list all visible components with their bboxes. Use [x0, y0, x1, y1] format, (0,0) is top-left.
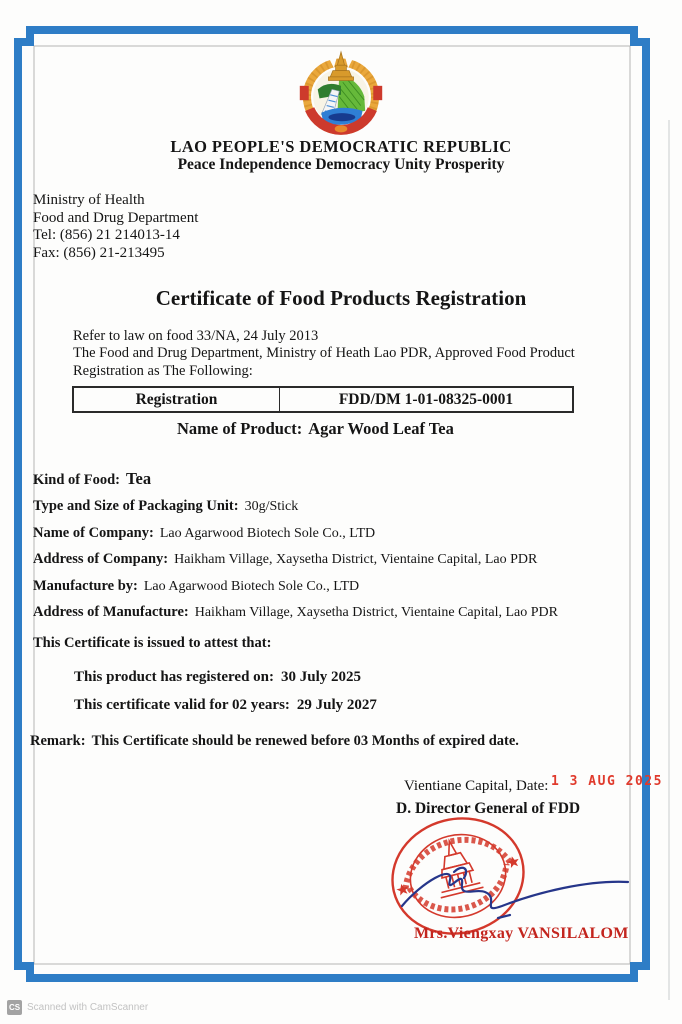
- field-label: Address of Manufacture:: [33, 604, 189, 620]
- field-kind-of-food: [33, 469, 151, 489]
- field-label: Name of Company:: [33, 525, 154, 541]
- signer-name: Mrs.Viengxay VANSILALOM: [414, 925, 629, 942]
- attest-valid-line: [74, 697, 377, 714]
- attest-value: 30 July 2025: [281, 669, 362, 685]
- country-motto: Peace Independence Democracy Unity Prosperity: [177, 156, 505, 173]
- remark-line: [30, 733, 519, 750]
- attest-registered-line: [74, 669, 361, 686]
- field-manufacturer: [33, 578, 359, 595]
- registration-table: [72, 386, 574, 413]
- field-label: Kind of Food:: [33, 472, 121, 488]
- remark-label: Remark:: [30, 733, 86, 749]
- product-name-value: Agar Wood Leaf Tea: [308, 419, 454, 438]
- issuer-block: [33, 192, 198, 262]
- field-company-name: [33, 525, 375, 542]
- field-packaging-unit: [33, 498, 298, 515]
- attest-heading: This Certificate is issued to attest that:: [33, 635, 272, 651]
- issuer-line-fax: Fax: (856) 21-213495: [33, 244, 165, 261]
- registration-label-cell: Registration: [74, 388, 280, 411]
- date-stamp: 1 3 AUG 2025: [551, 774, 663, 789]
- attest-label: This product has registered on:: [74, 669, 275, 685]
- intro-line-1: Refer to law on food 33/NA, 24 July 2013: [73, 328, 319, 344]
- remark-text: This Certificate should be renewed before 03 Months of expired date.: [91, 733, 519, 749]
- intro-line-2: The Food and Drug Department, Ministry of Heath Lao PDR, Approved Food Product: [73, 345, 575, 362]
- attest-value: 29 July 2027: [296, 697, 377, 713]
- issuer-line-tel: Tel: (856) 21 214013-14: [33, 227, 180, 244]
- certificate-title: Certificate of Food Products Registration: [155, 286, 527, 310]
- field-value: Haikham Village, Xaysetha District, Vientaine Capital, Lao PDR: [194, 605, 559, 620]
- scanner-watermark: [7, 1000, 148, 1015]
- issuer-line-ministry: Ministry of Health: [33, 192, 145, 208]
- country-title: LAO PEOPLE'S DEMOCRATIC REPUBLIC: [170, 137, 512, 156]
- field-manufacture-address: [33, 604, 558, 621]
- signature-scribble: [388, 852, 640, 924]
- field-company-address: [33, 551, 537, 568]
- signer-title: D. Director General of FDD: [396, 800, 581, 817]
- field-label: Manufacture by:: [33, 578, 138, 594]
- scan-edge-right: [668, 120, 670, 1000]
- attest-label: This certificate valid for 02 years:: [74, 697, 290, 713]
- field-value: Tea: [126, 469, 152, 488]
- product-name-label: Name of Product:: [177, 419, 303, 438]
- lao-national-emblem: [296, 50, 386, 136]
- product-name-line: [177, 419, 454, 439]
- intro-paragraph: [73, 328, 593, 380]
- registration-number-cell: FDD/DM 1-01-08325-0001: [338, 390, 514, 408]
- field-value: Lao Agarwood Biotech Sole Co., LTD: [143, 579, 360, 594]
- watermark-text: Scanned with CamScanner: [27, 1002, 149, 1013]
- place-date-label: Vientiane Capital, Date:: [404, 778, 549, 794]
- field-label: Address of Company:: [33, 551, 169, 567]
- intro-line-3: Registration as The Following:: [73, 362, 253, 379]
- field-label: Type and Size of Packaging Unit:: [33, 498, 239, 514]
- field-value: Lao Agarwood Biotech Sole Co., LTD: [159, 526, 376, 541]
- camscanner-icon: CS: [7, 1000, 22, 1015]
- field-value: Haikham Village, Xaysetha District, Vientaine Capital, Lao PDR: [174, 552, 538, 567]
- field-value: 30g/Stick: [244, 499, 299, 514]
- issuer-line-department: Food and Drug Department: [33, 209, 199, 226]
